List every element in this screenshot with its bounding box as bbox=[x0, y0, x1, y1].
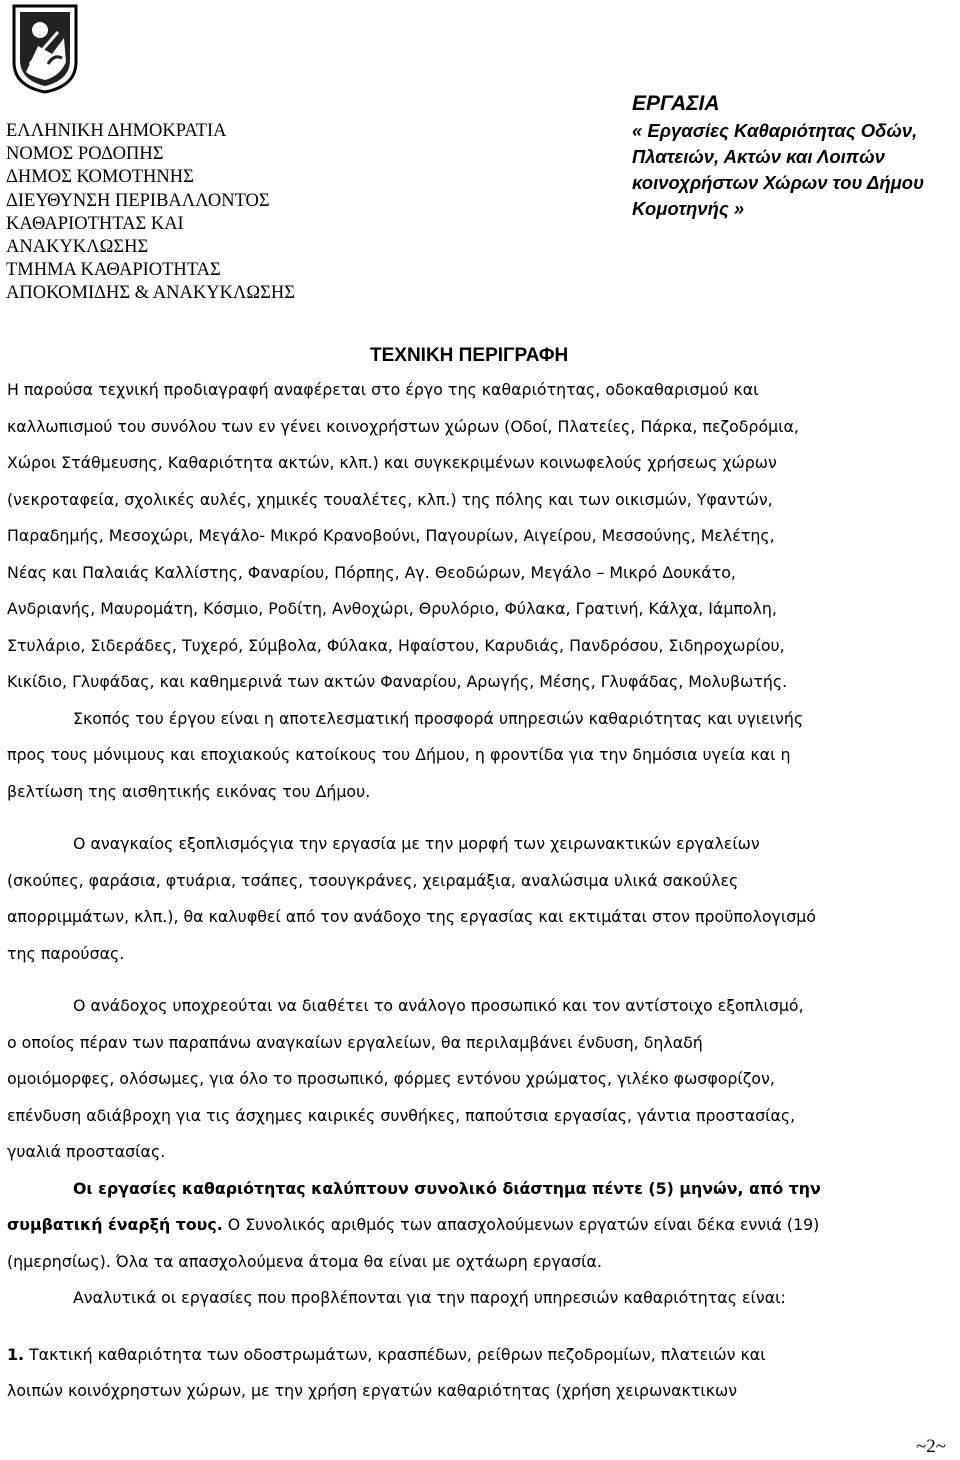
text-line: λοιπών κοινόχρηστων χώρων, με την χρήση εργατών καθαριότητας (χρήση χειρωνακτικων bbox=[7, 1381, 738, 1400]
text-line: Η παρούσα τεχνική προδιαγραφή αναφέρεται στο έργο της καθαριότητας, οδοκαθαρισμού και bbox=[7, 380, 759, 399]
project-title-block bbox=[632, 92, 952, 222]
text-line: (ημερησίως). Όλα τα απασχολούμενα άτομα θα είναι με οχτάωρη εργασία. bbox=[7, 1251, 602, 1271]
text-line bbox=[7, 1337, 947, 1374]
text-line: βελτίωση της αισθητικής εικόνας του Δήμου. bbox=[7, 781, 371, 801]
list-item-number: 1. bbox=[7, 1344, 24, 1364]
paragraph-duration bbox=[7, 1171, 947, 1281]
text-line: ομοιόμορφες, ολόσωμες, για όλο το προσωπικό, φόρμες εντόνου χρώματος, γιλέκο φωσφορίζον, bbox=[7, 1069, 775, 1088]
paragraph-scope bbox=[7, 372, 947, 701]
project-title-line: Πλατειών, Ακτών και Λοιπών bbox=[632, 146, 885, 167]
project-title-line: Κομοτηνής » bbox=[632, 198, 745, 219]
municipality-logo-icon bbox=[10, 2, 80, 94]
org-line: ΔΙΕΥΘΥΝΣΗ ΠΕΡΙΒΑΛΛΟΝΤΟΣ bbox=[6, 190, 270, 211]
text-line: Αναλυτικά οι εργασίες που προβλέπονται για την παροχή υπηρεσιών καθαριότητας είναι: bbox=[73, 1288, 786, 1307]
section-title: ΤΕΧΝΙΚΗ ΠΕΡΙΓΡΑΦΗ bbox=[370, 345, 569, 366]
page-number: ~2~ bbox=[915, 1436, 946, 1457]
organization-header bbox=[6, 120, 396, 306]
paragraph-purpose bbox=[7, 701, 947, 811]
text-line: Σκοπός του έργου είναι η αποτελεσματική προσφορά υπηρεσιών καθαριότητας και υγιεινής bbox=[73, 708, 804, 728]
text-line: Νέας και Παλαιάς Καλλίστης, Φαναρίου, Πόρπης, Αγ. Θεοδώρων, Μεγάλο – Μικρό Δουκάτο, bbox=[7, 562, 736, 582]
document-body bbox=[7, 372, 947, 1410]
text-line: Χώροι Στάθμευσης, Καθαριότητα ακτών, κλπ.) και συγκεκριμένων κοινωφελούς χρήσεως χώρων bbox=[7, 453, 777, 472]
list-item bbox=[7, 1337, 947, 1410]
text-line: Ανδριανής, Μαυρομάτη, Κόσμιο, Ροδίτη, Ανθοχώρι, Θρυλόριο, Φύλακα, Γρατινή, Κάλχα, Ιάμπολη, bbox=[7, 599, 777, 618]
project-title-line: κοινοχρήστων Χώρων του Δήμου bbox=[632, 172, 925, 193]
paragraph-contractor bbox=[7, 988, 947, 1171]
paragraph-equipment bbox=[7, 826, 947, 972]
org-line: ΑΠΟΚΟΜΙΔΗΣ & ΑΝΑΚΥΚΛΩΣΗΣ bbox=[6, 283, 295, 304]
text-line: ο οποίος πέραν των παραπάνω αναγκαίων εργαλείων, θα περιλαμβάνει ένδυση, δηλαδή bbox=[7, 1032, 703, 1052]
text-line: προς τους μόνιμους και εποχιακούς κατοίκους του Δήμου, η φροντίδα για την δημόσια υγεία και η bbox=[7, 745, 791, 764]
project-label: ΕΡΓΑΣΙΑ bbox=[632, 92, 720, 115]
org-line: ΤΜΗΜΑ ΚΑΘΑΡΙΟΤΗΤΑΣ bbox=[6, 260, 221, 281]
text-line: Κικίδιο, Γλυφάδας, και καθημερινά των ακτών Φαναρίου, Αρωγής, Μέσης, Γλυφάδας, Μολυβωτής. bbox=[7, 672, 788, 691]
text-line: Ο ανάδοχος υποχρεούται να διαθέτει το ανάλογο προσωπικό και τον αντίστοιχο εξοπλισμό, bbox=[73, 996, 804, 1015]
org-line: ΚΑΘΑΡΙΟΤΗΤΑΣ ΚΑΙ bbox=[6, 213, 184, 234]
org-line: ΑΝΑΚΥΚΛΩΣΗΣ bbox=[6, 237, 149, 258]
text-line: (νεκροταφεία, σχολικές αυλές, χημικές τουαλέτες, κλπ.) της πόλης και των οικισμών, Υφαντών, bbox=[7, 489, 773, 509]
project-title-line: « Εργασίες Καθαριότητας Οδών, bbox=[632, 120, 918, 141]
text-line: (σκούπες, φαράσια, φτυάρια, τσάπες, τσουγκράνες, χειραμάξια, αναλώσιμα υλικά σακούλες bbox=[7, 870, 739, 890]
text-line: επένδυση αδιάβροχη για τις άσχημες καιρικές συνθήκες, παπούτσια εργασίας, γάντια προστασίας, bbox=[7, 1105, 796, 1125]
paragraph-tasks-intro bbox=[7, 1280, 947, 1317]
org-line: ΝΟΜΟΣ ΡΟΔΟΠΗΣ bbox=[6, 144, 164, 165]
org-line: ΕΛΛΗΝΙΚΗ ΔΗΜΟΚΡΑΤΙΑ bbox=[6, 121, 227, 141]
text-line: της παρούσας. bbox=[7, 943, 125, 963]
text-run: Τακτική καθαριότητα των οδοστρωμάτων, κρασπέδων, ρείθρων πεζοδρομίων, πλατειών και bbox=[29, 1344, 766, 1364]
text-bold-run: συμβατική έναρξή τους. bbox=[7, 1215, 223, 1234]
text-run: Ο Συνολικός αριθμός των απασχολούμενων εργατών είναι δέκα εννιά (19) bbox=[222, 1215, 820, 1234]
text-line bbox=[7, 1207, 947, 1244]
text-line: Ο αναγκαίος εξοπλισμόςγια την εργασία με την μορφή των χειρωνακτικών εργαλείων bbox=[73, 834, 760, 853]
text-line: απορριμμάτων, κλπ.), θα καλυφθεί από τον ανάδοχο της εργασίας και εκτιμάται στον προϋπολογισμό bbox=[7, 907, 816, 926]
text-line: Οι εργασίες καθαριότητας καλύπτουν συνολικό διάστημα πέντε (5) μηνών, από την bbox=[73, 1178, 821, 1198]
text-line: Παραδημής, Μεσοχώρι, Μεγάλο- Μικρό Κρανοβούνι, Παγουρίων, Αιγείρου, Μεσσούνης, Μελέτης, bbox=[7, 526, 775, 545]
text-line: γυαλιά προστασίας. bbox=[7, 1142, 166, 1161]
text-line: Στυλάριο, Σιδεράδες, Τυχερό, Σύμβολα, Φύλακα, Ηφαίστου, Καρυδιάς, Πανδρόσου, Σιδηροχωρίου, bbox=[7, 635, 785, 655]
text-line: καλλωπισμού του συνόλου των εν γένει κοινοχρήστων χώρων (Οδοί, Πλατείες, Πάρκα, πεζοδρόμια, bbox=[7, 416, 799, 436]
org-line: ΔΗΜΟΣ ΚΟΜΟΤΗΝΗΣ bbox=[6, 167, 194, 188]
